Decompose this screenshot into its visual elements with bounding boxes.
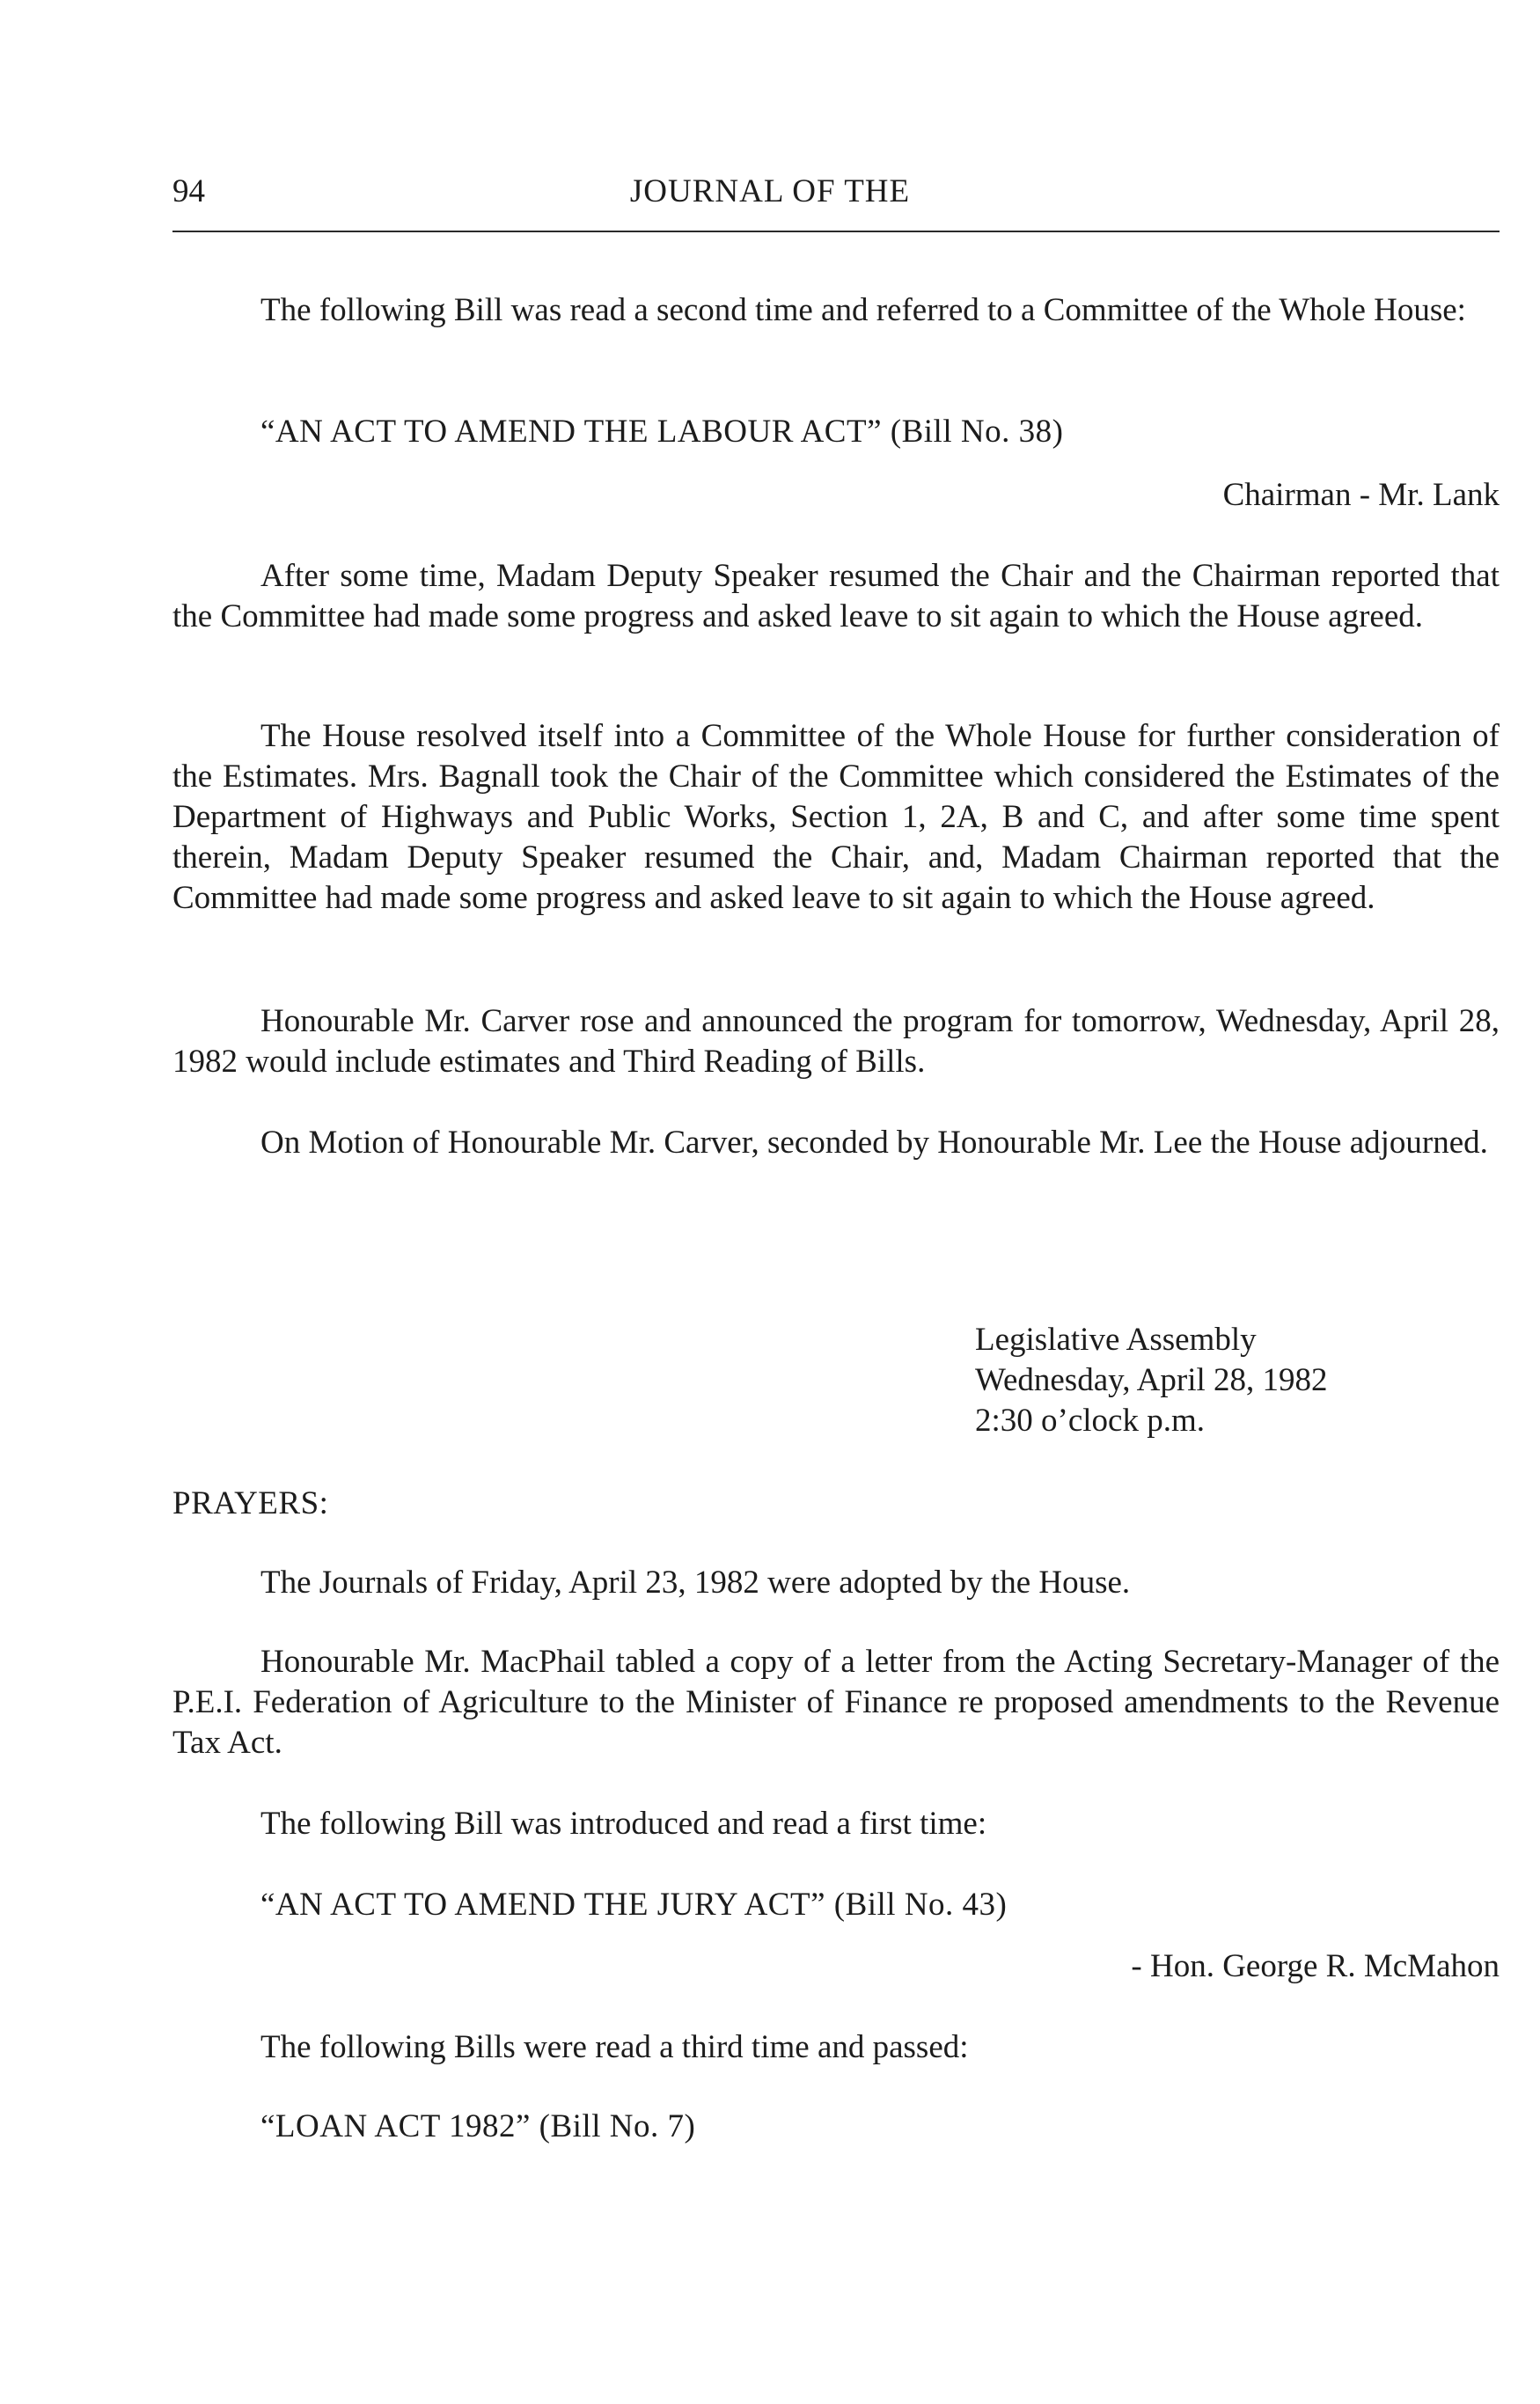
paragraph-second-reading: The following Bill was read a second time and referred to a Committee of the Whole House:: [260, 292, 1466, 328]
header-rule: [172, 231, 1500, 232]
bill-title-jury-act: “AN ACT TO AMEND THE JURY ACT” (Bill No. 43): [260, 1887, 1008, 1923]
running-head: JOURNAL OF THE: [629, 173, 911, 209]
paragraph-journals-adopted: The Journals of Friday, April 23, 1982 were adopted by the House.: [260, 1565, 1131, 1601]
sitting-heading: [975, 1320, 1328, 1441]
prayers-heading: PRAYERS:: [172, 1485, 329, 1521]
page-number: 94: [172, 173, 205, 209]
paragraph-first-reading: The following Bill was introduced and read a first time:: [260, 1806, 987, 1842]
bill-sponsor: - Hon. George R. McMahon: [1131, 1948, 1500, 1984]
sitting-date: Wednesday, April 28, 1982: [975, 1362, 1328, 1398]
paragraph-third-reading: The following Bills were read a third time and passed:: [260, 2029, 969, 2065]
paragraph-program-announcement: Honourable Mr. Carver rose and announced the program for tomorrow, Wednesday, April 28, 1982 would include estimates and Third Reading of Bills.: [172, 1003, 1500, 1080]
committee-chairman: Chairman - Mr. Lank: [1222, 477, 1500, 513]
bill-title-loan-act: “LOAN ACT 1982” (Bill No. 7): [260, 2108, 696, 2144]
paragraph-tabled-letter: Honourable Mr. MacPhail tabled a copy of a letter from the Acting Secretary-Manager of the P.E.I. Federation of Agriculture to the Minister of Finance re proposed amendments to the Revenue Tax Act.: [172, 1644, 1500, 1761]
paragraph-speaker-resumed: After some time, Madam Deputy Speaker resumed the Chair and the Chairman reported that the Committee had made some progress and asked leave to sit again to which the House agreed.: [172, 558, 1500, 634]
sitting-assembly: Legislative Assembly: [975, 1322, 1257, 1358]
sitting-time: 2:30 o’clock p.m.: [975, 1403, 1206, 1439]
paragraph-estimates: The House resolved itself into a Committee of the Whole House for further consideration of the Estimates. Mrs. Bagnall took the Chair of the Committee which considered the Estimates of the Department of Highways and Public Works, Section 1, 2A, B and C, and after some time spent therein, Madam Deputy Speaker resumed the Chair, and, Madam Chairman reported that the Committee had made some progress and asked leave to sit again to which the House agreed.: [172, 718, 1500, 916]
paragraph-adjournment: On Motion of Honourable Mr. Carver, seconded by Honourable Mr. Lee the House adjourned.: [260, 1125, 1488, 1161]
bill-title-labour-act: “AN ACT TO AMEND THE LABOUR ACT” (Bill No. 38): [260, 414, 1064, 450]
